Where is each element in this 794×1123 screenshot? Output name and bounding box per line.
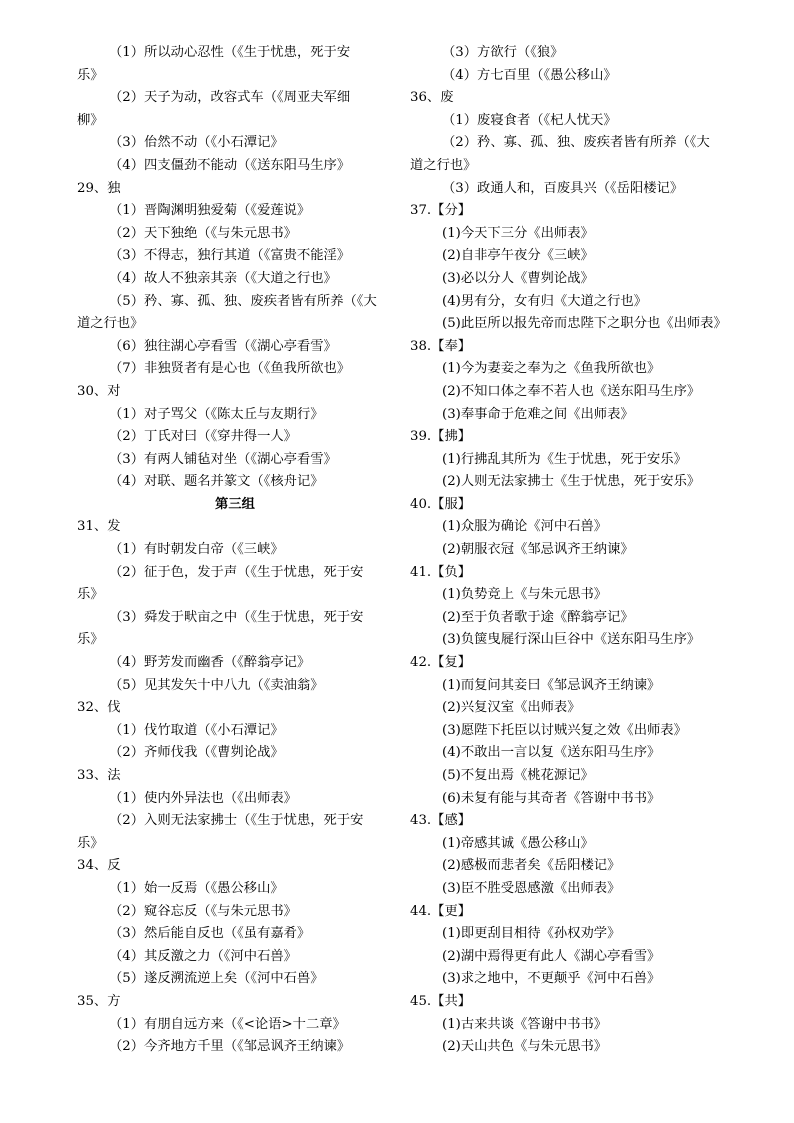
example-sentence: (2)朝服衣冠《邹忌讽齐王纳谏》 bbox=[442, 542, 634, 558]
example-sentence: (1)今天下三分《出师表》 bbox=[442, 225, 594, 241]
example-sentence: （4）野芳发而幽香（《醉翁亭记》 bbox=[109, 655, 311, 671]
entry-heading: 32、伐 bbox=[77, 700, 121, 716]
example-sentence: （3）有两人铺毡对坐（《湖心亭看雪》 bbox=[109, 451, 337, 467]
example-sentence: (5)此臣所以报先帝而忠陛下之职分也《出师表》 bbox=[442, 316, 727, 332]
line-continuation: 乐》 bbox=[77, 587, 104, 603]
example-sentence: （3）不得志，独行其道（《富贵不能淫》 bbox=[109, 248, 351, 264]
example-sentence: (3)奉事命于危难之间《出师表》 bbox=[442, 406, 634, 422]
example-sentence: (3)臣不胜受恩感激《出师表》 bbox=[442, 880, 621, 896]
example-sentence: （1）有朋自远方来（《<论语>十二章》 bbox=[109, 1016, 346, 1032]
example-sentence: （7）非独贤者有是心也（《鱼我所欲也》 bbox=[109, 361, 351, 377]
example-sentence: （5）遂反溯流逆上矣（《河中石兽》 bbox=[109, 971, 324, 987]
example-sentence: （1）伐竹取道（《小石潭记》 bbox=[109, 722, 284, 738]
example-sentence: (2)湖中焉得更有此人《湖心亭看雪》 bbox=[442, 948, 661, 964]
example-sentence: （5）矜、寡、孤、独、废疾者皆有所养（《大 bbox=[109, 293, 377, 309]
example-sentence: （2）天子为动，改容式车（《周亚夫军细 bbox=[109, 90, 351, 106]
line-continuation: 乐》 bbox=[77, 632, 104, 648]
entry-heading: 34、反 bbox=[77, 858, 121, 874]
example-sentence: (2)自非亭午夜分《三峡》 bbox=[442, 248, 594, 264]
example-sentence: （2）丁氏对曰（《穿井得一人》 bbox=[109, 429, 297, 445]
example-sentence: （4）对联、题名并篆文（《核舟记》 bbox=[109, 474, 324, 490]
entry-heading: 30、对 bbox=[77, 383, 121, 399]
example-sentence: （2）天下独绝（《与朱元思书》 bbox=[109, 225, 297, 241]
line-continuation: 乐》 bbox=[77, 67, 104, 83]
entry-heading: 42.【复】 bbox=[410, 655, 472, 671]
example-sentence: (3)必以分人《曹刿论战》 bbox=[442, 270, 594, 286]
entry-heading: 44.【更】 bbox=[410, 903, 472, 919]
example-sentence: （2）矜、寡、孤、独、废疾者皆有所养（《大 bbox=[442, 135, 710, 151]
example-sentence: (1)帝感其诚《愚公移山》 bbox=[442, 835, 594, 851]
example-sentence: (2)不知口体之奉不若人也《送东阳马生序》 bbox=[442, 383, 701, 399]
example-sentence: （1）所以动心忍性（《生于忧患，死于安 bbox=[109, 45, 351, 60]
entry-heading: 40.【服】 bbox=[410, 496, 472, 512]
example-sentence: （3）方欲行（《狼》 bbox=[442, 45, 564, 60]
example-sentence: （2）征于色，发于声（《生于忧患，死于安 bbox=[109, 564, 364, 580]
entry-heading: 45.【共】 bbox=[410, 993, 472, 1009]
example-sentence: (6)未复有能与其奇者《答谢中书书》 bbox=[442, 790, 661, 806]
entry-heading: 41.【负】 bbox=[410, 564, 472, 580]
example-sentence: （3）然后能自反也（《虽有嘉肴》 bbox=[109, 926, 311, 942]
example-sentence: (4)不敢出一言以复《送东阳马生序》 bbox=[442, 745, 661, 761]
example-sentence: （3）舜发于畎亩之中（《生于忧患，死于安 bbox=[109, 609, 364, 625]
entry-heading: 38.【奉】 bbox=[410, 338, 472, 354]
example-sentence: (3)愿陛下托臣以讨贼兴复之效《出师表》 bbox=[442, 722, 687, 738]
line-continuation: 道之行也》 bbox=[410, 157, 477, 173]
example-sentence: (5)不复出焉《桃花源记》 bbox=[442, 768, 594, 783]
example-sentence: (4)男有分，女有归《大道之行也》 bbox=[442, 293, 647, 309]
example-sentence: （2）入则无法家拂士（《生于忧患，死于安 bbox=[109, 813, 364, 829]
example-sentence: (1)行拂乱其所为《生于忧患，死于安乐》 bbox=[442, 451, 687, 467]
entry-heading: 37.【分】 bbox=[410, 203, 472, 219]
example-sentence: （1）晋陶渊明独爱菊（《爱莲说》 bbox=[109, 203, 311, 219]
example-sentence: （1）废寝食者（《杞人忧天》 bbox=[442, 112, 617, 128]
left-column bbox=[77, 42, 393, 1059]
example-sentence: (1)众服为确论《河中石兽》 bbox=[442, 519, 608, 535]
example-sentence: (3)求之地中，不更颠乎《河中石兽》 bbox=[442, 971, 661, 987]
example-sentence: （4）方七百里（《愚公移山》 bbox=[442, 67, 617, 83]
example-sentence: （2）今齐地方千里（《邹忌讽齐王纳谏》 bbox=[109, 1039, 351, 1055]
entry-heading: 43.【感】 bbox=[410, 813, 472, 829]
entry-heading: 33、法 bbox=[77, 768, 121, 783]
example-sentence: （1）有时朝发白帝（《三峡》 bbox=[109, 542, 284, 558]
example-sentence: （2）齐师伐我（《曹刿论战》 bbox=[109, 745, 284, 761]
example-sentence: （5）见其发矢十中八九（《卖油翁》 bbox=[109, 677, 324, 693]
example-sentence: (1)负势竞上《与朱元思书》 bbox=[442, 587, 608, 603]
example-sentence: （2）窥谷忘反（《与朱元思书》 bbox=[109, 903, 297, 919]
example-sentence: （1）使内外异法也（《出师表》 bbox=[109, 790, 297, 806]
example-sentence: （1）对子骂父（《陈太丘与友期行》 bbox=[109, 406, 324, 422]
example-sentence: (1)今为妻妾之奉为之《鱼我所欲也》 bbox=[442, 361, 661, 377]
example-sentence: （1）始一反焉（《愚公移山》 bbox=[109, 880, 284, 896]
entry-heading: 35、方 bbox=[77, 993, 121, 1009]
entry-heading: 29、独 bbox=[77, 180, 121, 196]
example-sentence: （6）独往湖心亭看雪（《湖心亭看雪》 bbox=[109, 338, 337, 354]
example-sentence: (2)天山共色《与朱元思书》 bbox=[442, 1039, 608, 1055]
example-sentence: (2)兴复汉室《出师表》 bbox=[442, 700, 581, 716]
line-continuation: 乐》 bbox=[77, 835, 104, 851]
entry-heading: 39.【拂】 bbox=[410, 429, 472, 445]
example-sentence: (1)而复问其妾曰《邹忌讽齐王纳谏》 bbox=[442, 677, 661, 693]
entry-heading: 36、废 bbox=[410, 90, 454, 106]
example-sentence: (2)感极而悲者矣《岳阳楼记》 bbox=[442, 858, 621, 874]
example-sentence: （3）政通人和，百废具兴（《岳阳楼记》 bbox=[442, 180, 684, 196]
example-sentence: （4）故人不独亲其亲（《大道之行也》 bbox=[109, 270, 337, 286]
entry-heading: 31、发 bbox=[77, 519, 121, 535]
example-sentence: (2)人则无法家拂士《生于忧患，死于安乐》 bbox=[442, 474, 701, 490]
example-sentence: (1)古来共谈《答谢中书书》 bbox=[442, 1016, 608, 1032]
line-continuation: 柳》 bbox=[77, 112, 104, 128]
example-sentence: （3）佁然不动（《小石潭记》 bbox=[109, 135, 284, 151]
line-continuation: 道之行也》 bbox=[77, 316, 144, 332]
example-sentence: （4）四支僵劲不能动（《送东阳马生序》 bbox=[109, 157, 351, 173]
example-sentence: (3)负箧曳屣行深山巨谷中《送东阳马生序》 bbox=[442, 632, 701, 648]
group-heading: 第三组 bbox=[215, 496, 255, 512]
example-sentence: （4）其反激之力（《河中石兽》 bbox=[109, 948, 297, 964]
example-sentence: (2)至于负者歌于途《醉翁亭记》 bbox=[442, 609, 634, 625]
example-sentence: (1)即更刮目相待《孙权劝学》 bbox=[442, 926, 621, 942]
right-column bbox=[410, 42, 730, 1059]
